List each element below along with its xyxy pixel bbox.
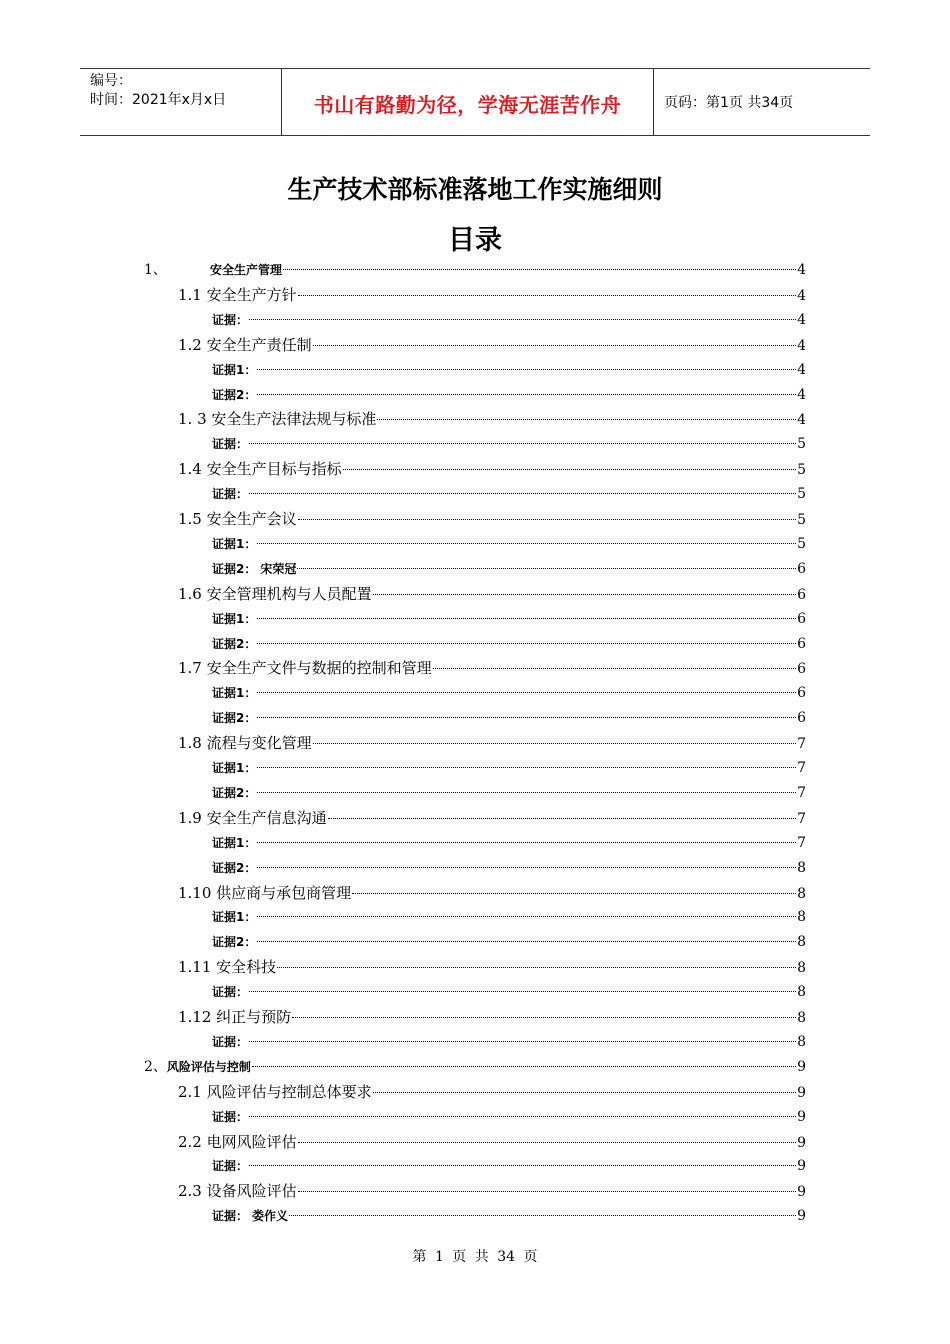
toc-entry-page: 4 [797,412,806,429]
toc-entry[interactable] [178,407,806,432]
toc-entry[interactable] [212,756,806,781]
toc-entry[interactable] [178,731,806,756]
toc-entry[interactable] [212,831,806,856]
toc-dot-leader [257,867,796,868]
toc-entry-page: 9 [797,1184,806,1201]
toc-entry-page: 9 [797,1158,806,1175]
toc-dot-leader [328,818,796,819]
toc-dot-leader [257,643,796,644]
toc-entry-label: 证据1： [212,761,257,775]
toc-entry-page: 6 [797,710,806,727]
toc-dot-leader [257,767,796,768]
toc-entry-label: 1.6 安全管理机构与人员配置 [178,584,372,603]
toc-entry-label: 1.12 纠正与预防 [178,1008,292,1026]
toc-dot-leader [249,1041,796,1042]
header-page-info [654,69,870,135]
toc-heading: 目录 [448,225,502,256]
toc-entry[interactable] [212,781,806,806]
toc-entry-page: 4 [797,361,806,378]
toc-entry-page: 9 [797,1058,806,1075]
toc-dot-leader [257,717,796,718]
toc-entry-page: 4 [797,337,806,354]
toc-entry-page: 8 [797,859,806,876]
toc-entry-page: 7 [797,834,806,851]
toc-entry-page: 9 [797,1208,806,1225]
toc-entry-label: 1.2 安全生产责任制 [178,335,312,354]
toc-entry[interactable] [212,308,806,333]
toc-entry-label: 证据2： [212,785,257,800]
toc-dot-leader [252,1066,796,1067]
toc-dot-leader [257,692,796,693]
toc-entry-label: 证据： [212,1159,249,1174]
toc-dot-leader [313,345,796,346]
toc-entry-page: 6 [797,635,806,652]
toc-dot-leader [249,1116,796,1117]
toc-entry[interactable] [178,457,806,482]
toc-entry-page: 6 [797,586,806,603]
toc-entry[interactable] [178,656,806,681]
toc-entry-label: 证据2： [212,561,257,576]
toc-entry-page: 8 [797,1033,806,1050]
toc-entry[interactable] [178,955,806,980]
toc-entry-page: 4 [797,287,806,304]
toc-entry-label: 风险评估与控制 [166,1059,251,1074]
serial-label: 编号： [90,73,132,89]
toc-entry-label: 证据： [212,1209,249,1224]
toc-entry-label: 1.5 安全生产会议 [178,510,297,528]
toc-dot-leader [377,419,796,420]
toc-entry-label: 证据： [212,1034,249,1049]
toc-dot-leader [257,369,796,370]
toc-entry[interactable] [212,980,806,1005]
toc-entry-label: 1.4 安全生产目标与指标 [178,460,342,479]
header-motto-cell [281,69,654,135]
toc-dot-leader [277,967,796,968]
toc-entry-page: 8 [797,909,806,926]
toc-entry-number: 2、 [144,1058,167,1075]
toc-dot-leader [257,618,796,619]
toc-dot-leader [249,1165,796,1166]
toc-entry-label: 安全生产管理 [210,263,283,277]
toc-entry-page: 5 [797,462,806,479]
time-label: 时间：2021年x月x日 [90,92,227,108]
toc-entry-label: 证据2： [212,636,257,651]
toc-entry-label: 证据1： [212,536,257,551]
toc-dot-leader [257,543,796,544]
toc-dot-leader [257,394,796,395]
toc-entry[interactable] [212,557,806,582]
toc-entry-label: 1.11 安全科技 [178,958,277,977]
toc-dot-leader [257,842,796,843]
toc-entry[interactable] [178,881,806,906]
toc-entry-label: 证据1： [212,362,257,377]
toc-dot-leader [298,519,796,520]
toc-entry-page: 7 [797,760,806,776]
toc-dot-leader [249,319,796,320]
toc-entry[interactable] [178,1005,806,1030]
toc-entry[interactable] [212,1154,806,1179]
toc-entry[interactable] [178,806,806,831]
toc-entry-label: 证据1： [212,611,257,626]
toc-entry-page: 5 [797,436,806,453]
toc-entry[interactable] [178,507,806,532]
toc-entry-page: 9 [797,1084,806,1101]
toc-entry[interactable] [212,358,806,383]
toc-entry-page: 6 [797,610,806,627]
toc-entry-page: 4 [797,262,806,278]
toc-entry-page: 6 [797,685,806,702]
toc-dot-leader [297,568,796,569]
toc-entry-label: 证据2： [212,387,257,402]
toc-dot-leader [352,893,796,894]
document-title: 生产技术部标准落地工作实施细则 [287,175,663,204]
toc-dot-leader [298,295,796,296]
toc-entry-label: 证据1： [212,835,257,850]
toc-entry-page: 7 [797,810,806,827]
toc-entry-label: 证据： [212,437,249,452]
toc-entry-page: 5 [797,512,806,528]
toc-entry-label: 2.1 风险评估与控制总体要求 [178,1082,372,1101]
toc-entry[interactable] [144,1055,806,1080]
toc-dot-leader [373,1092,796,1093]
motto-text: 书山有路勤为径，学海无涯苦作舟 [313,92,622,117]
toc-entry[interactable] [212,432,806,457]
toc-entry-page: 9 [797,1134,806,1151]
toc-entry[interactable] [212,706,806,731]
toc-entry-page: 8 [797,984,806,1001]
toc-entry-label: 证据： [212,312,249,327]
toc-entry-page: 7 [797,784,806,801]
toc-entry-number: 1、 [144,262,167,278]
toc-dot-leader [249,493,796,494]
toc-entry-label: 1.9 安全生产信息沟通 [178,808,327,827]
toc-entry-page: 5 [797,486,806,503]
toc-entry[interactable] [212,930,806,955]
toc-entry[interactable] [212,905,806,930]
toc-dot-leader [289,1215,796,1216]
toc-dot-leader [298,1142,796,1143]
page-info-text: 页码：第1页 共34页 [664,95,794,111]
toc-entry[interactable] [212,1204,806,1229]
toc-entry-note: 娄作义 [252,1209,289,1224]
toc-entry-label: 证据1： [212,910,257,925]
toc-dot-leader [343,469,796,470]
toc-entry-label: 1.7 安全生产文件与数据的控制和管理 [178,659,432,678]
toc-entry-label: 证据2： [212,860,257,875]
toc-entry[interactable] [212,383,806,408]
toc-entry-page: 6 [797,560,806,577]
toc-entry[interactable] [144,258,806,283]
toc-entry-label: 证据2： [212,711,257,726]
toc-entry-label: 1.10 供应商与承包商管理 [178,883,352,902]
toc-entry-label: 2.3 设备风险评估 [178,1182,297,1201]
toc-entry-page: 4 [797,311,806,328]
toc-dot-leader [292,1017,796,1018]
toc-entry[interactable] [178,1179,806,1204]
toc-entry[interactable] [178,1130,806,1155]
toc-entry[interactable] [212,632,806,657]
toc-entry[interactable] [212,856,806,881]
toc-dot-leader [249,991,796,992]
toc-entry-page: 4 [797,386,806,403]
toc-entry-page: 8 [797,885,806,902]
toc-dot-leader [433,668,796,669]
toc-entry[interactable] [212,482,806,507]
header-meta [80,69,281,135]
toc-entry-label: 2.2 电网风险评估 [178,1132,297,1151]
toc-entry-page: 8 [797,960,806,977]
toc-entry-label: 1.8 流程与变化管理 [178,734,312,753]
toc-entry[interactable] [178,582,806,607]
page-footer: 第 1 页 共 34 页 [412,1249,538,1265]
toc-entry-page: 8 [797,934,806,951]
toc-entry[interactable] [178,333,806,358]
toc-entry-label: 证据1： [212,686,257,701]
toc-dot-leader [249,443,796,444]
toc-entry-page: 7 [797,736,806,753]
toc-entry-label: 1.1 安全生产方针 [178,285,297,304]
toc-entry-label: 证据： [212,1109,249,1124]
toc-entry[interactable] [212,1105,806,1130]
toc-entry-label: 1. 3 安全生产法律法规与标准 [178,410,377,429]
toc-entry[interactable] [178,1080,806,1105]
document-header [80,68,870,136]
toc-dot-leader [298,1191,796,1192]
toc-dot-leader [313,743,796,744]
toc-entry-label: 证据： [212,985,249,1000]
toc-entry-note: 宋荣冠 [260,561,297,576]
toc-entry[interactable] [212,607,806,632]
toc-dot-leader [257,792,796,793]
toc-dot-leader [257,916,796,917]
toc-entry[interactable] [212,1030,806,1055]
toc-entry-page: 9 [797,1108,806,1125]
toc-entry-label: 证据： [212,487,249,502]
toc-entry[interactable] [212,532,806,557]
toc-entry-label: 证据2： [212,935,257,950]
toc-entry-page: 8 [797,1010,806,1026]
toc-entry[interactable] [178,283,806,308]
toc-entry-page: 6 [797,661,806,678]
toc-dot-leader [283,269,796,270]
toc-entry[interactable] [212,681,806,706]
toc-entry-page: 5 [797,535,806,552]
toc-dot-leader [373,594,796,595]
toc-dot-leader [257,941,796,942]
